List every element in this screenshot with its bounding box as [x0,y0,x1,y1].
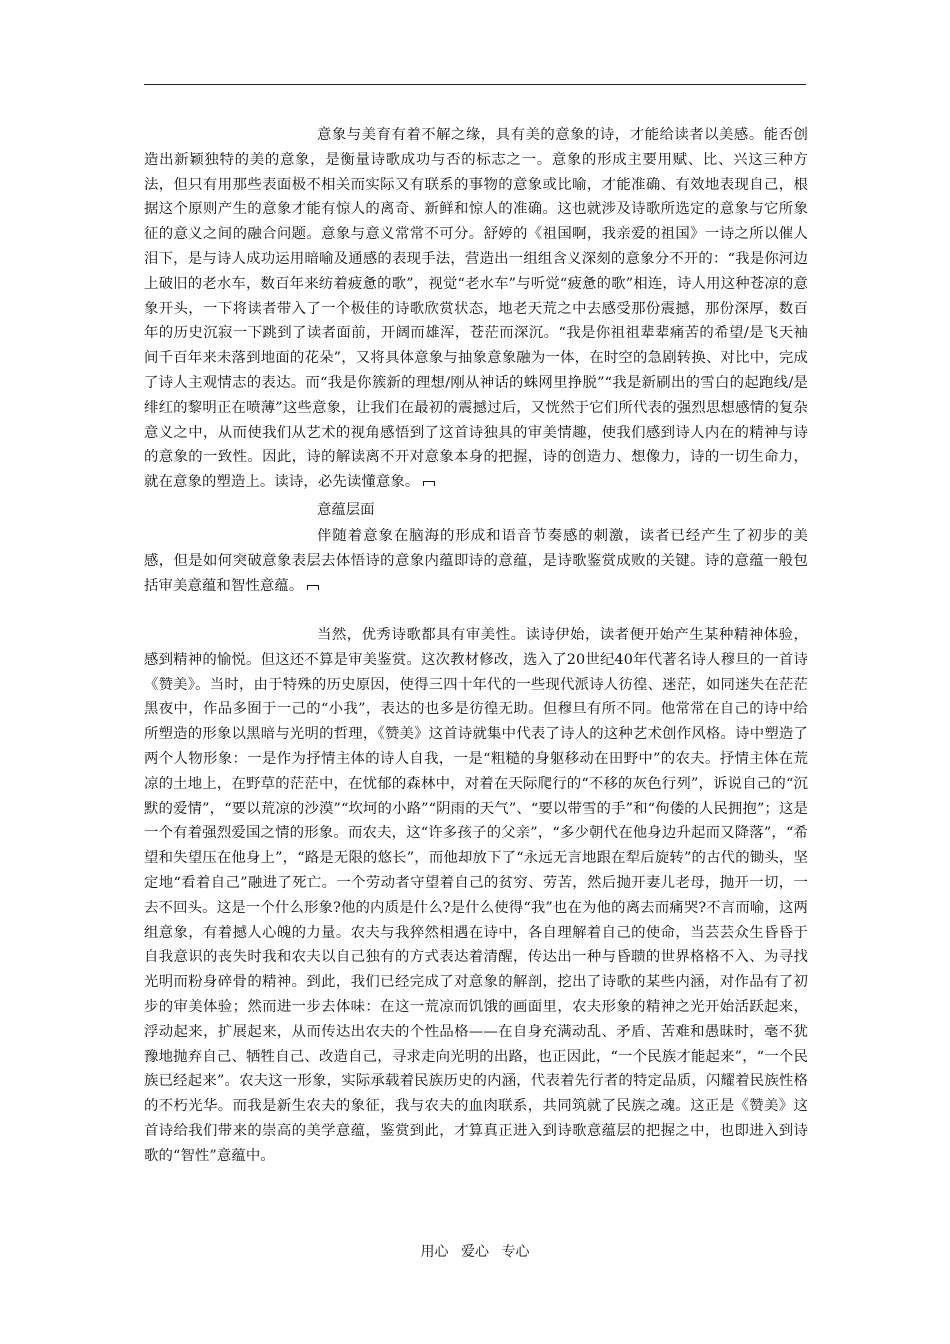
page-footer: 用心 爱心 专心 [420,1244,530,1260]
paragraph-aesthetic [144,623,808,1169]
paragraph-connotation-intro-text: 伴随着意象在脑海的形成和语音节奏感的刺激，读者已经产生了初步的美感，但是如何突破意象表层去体悟诗的意象内蕴即诗的意蕴，是诗歌鉴赏成败的关键。诗的意蕴一般包括审美意蕴和智性意蕴。 [144,528,808,594]
header-rule [144,84,806,85]
paragraph-imagery-text: 意象与美育有着不解之缘，具有美的意象的诗，才能给读者以美感。能否创造出新颖独特的美的意象，是衡量诗歌成功与否的标志之一。意象的形成主要用赋、比、兴这三种方法，但只有用那些表面极不相关而实际又有联系的事物的意象或比喻，才能准确、有效地表现自己，根据这个原则产生的意象才能有惊人的离奇、新鲜和惊人的准确。这也就涉及诗歌所选定的意象与它所象征的意义之间的融合问题。意象与意义常常不可分。舒婷的《祖国啊，我亲爱的祖国》一诗之所以催人泪下，是与诗人成功运用暗喻及通感的表现手法，营造出一组组含义深刻的意象分不开的：“我是你河边上破旧的老水车，数百年来纺着疲惫的歌”，视觉“老水车”与听觉“疲惫的歌”相连，诗人用这种苍凉的意象开头，一下将读者带入了一个极佳的诗歌欣赏状态，地老天荒之中去感受那份震撼，那份深厚，数百年的历史沉寂一下跳到了读者面前，开阔而雄浑，苍茫而深沉。“我是你祖祖辈辈痛苦的希望/是飞天袖间千百年来未落到地面的花朵”，又将具体意象与抽象意象融为一体，在时空的急剧转换、对比中，完成了诗人主观情志的表达。而“我是你簇新的理想/刚从神话的蛛网里挣脱”“我是新刷出的雪白的起跑线/是绯红的黎明正在喷薄”这些意象，让我们在最初的震撼过后，又恍然于它们所代表的强烈思想感情的复杂意义之中，从而使我们从艺术的视角感悟到了这首诗独具的审美情趣，使我们感到诗人内在的精神与诗的意象的一致性。因此，诗的解读离不开对意象本身的把握，诗的创造力、想像力，诗的一切生命力，就在意象的塑造上。读诗，必先读懂意象。 [144,127,808,491]
section-end-mark [306,582,320,590]
paragraph-imagery [144,123,808,495]
section-end-mark [422,478,436,486]
paragraph-aesthetic-text: 当然，优秀诗歌都具有审美性。读诗伊始，读者便开始产生某种精神体验，感到精神的愉悦。但这还不算是审美鉴赏。这次教材修改，选入了20世纪40年代著名诗人穆旦的一首诗《赞美》。当时，由于特殊的历史原因，使得三四十年代的一些现代派诗人彷徨、迷茫，如同迷失在茫茫黑夜中，作品多囿于一己的“小我”，表达的也多是彷徨无助。但穆旦有所不同。他常常在自己的诗中给所塑造的形象以黑暗与光明的哲理，《赞美》这首诗就集中代表了诗人的这种艺术创作风格。诗中塑造了两个人物形象：一是作为抒情主体的诗人自我，一是“粗糙的身躯移动在田野中”的农夫。抒情主体在荒凉的土地上，在野草的茫茫中，在忧郁的森林中，对着在天际爬行的“不移的灰色行列”，诉说自己的“沉默的爱情”，“要以荒凉的沙漠”“坎坷的小路”“阴雨的天气”、“要以带雪的手”和“佝偻的人民拥抱”；这是一个有着强烈爱国之情的形象。而农夫，这“许多孩子的父亲”，“多少朝代在他身边升起而又降落”，“希望和失望压在他身上”，“路是无限的悠长”，而他却放下了“永远无言地跟在犁后旋转”的古代的锄头，坚定地“看着自己”融进了死亡。一个劳动者守望着自己的贫穷、劳苦，然后抛开妻儿老母，抛开一切，一去不回头。这是一个什么形象?他的内质是什么?是什么使得“我”也在为他的离去而痛哭?不言而喻，这两组意象，有着撼人心魄的力量。农夫与我猝然相遇在诗中，各自理解着自己的使命，当芸芸众生昏昏于自我意识的丧失时我和农夫以自己独有的方式表达着清醒，传达出一种与昏聩的世界格格不入、为寻找光明而粉身碎骨的精神。到此，我们已经完成了对意象的解剖，挖出了诗歌的某些内涵，对作品有了初步的审美体验；然而进一步去体味：在这一荒凉而饥饿的画面里，农夫形象的精神之光开始活跃起来，浮动起来，扩展起来，从而传达出农夫的个性品格——在自身充满动乱、矛盾、苦难和愚昧时，毫不犹豫地抛弃自己、牺牲自己、改造自己，寻求走向光明的出路，也正因此，“一个民族才能起来”，“一个民族已经起来”。农夫这一形象，实际承载着民族历史的内涵，代表着先行者的特定品质，闪耀着民族性格的不朽光华。而我是新生农夫的象征，我与农夫的血肉联系，共同筑就了民族之魂。这正是《赞美》这首诗给我们带来的崇高的美学意蕴，鉴赏到此，才算真正进入到诗歌意蕴层的把握之中，也即进入到诗歌的“智性”意蕴中。 [144,627,808,1164]
paragraph-connotation-intro [144,524,808,598]
section-heading-connotation: 意蕴层面 [317,502,375,518]
